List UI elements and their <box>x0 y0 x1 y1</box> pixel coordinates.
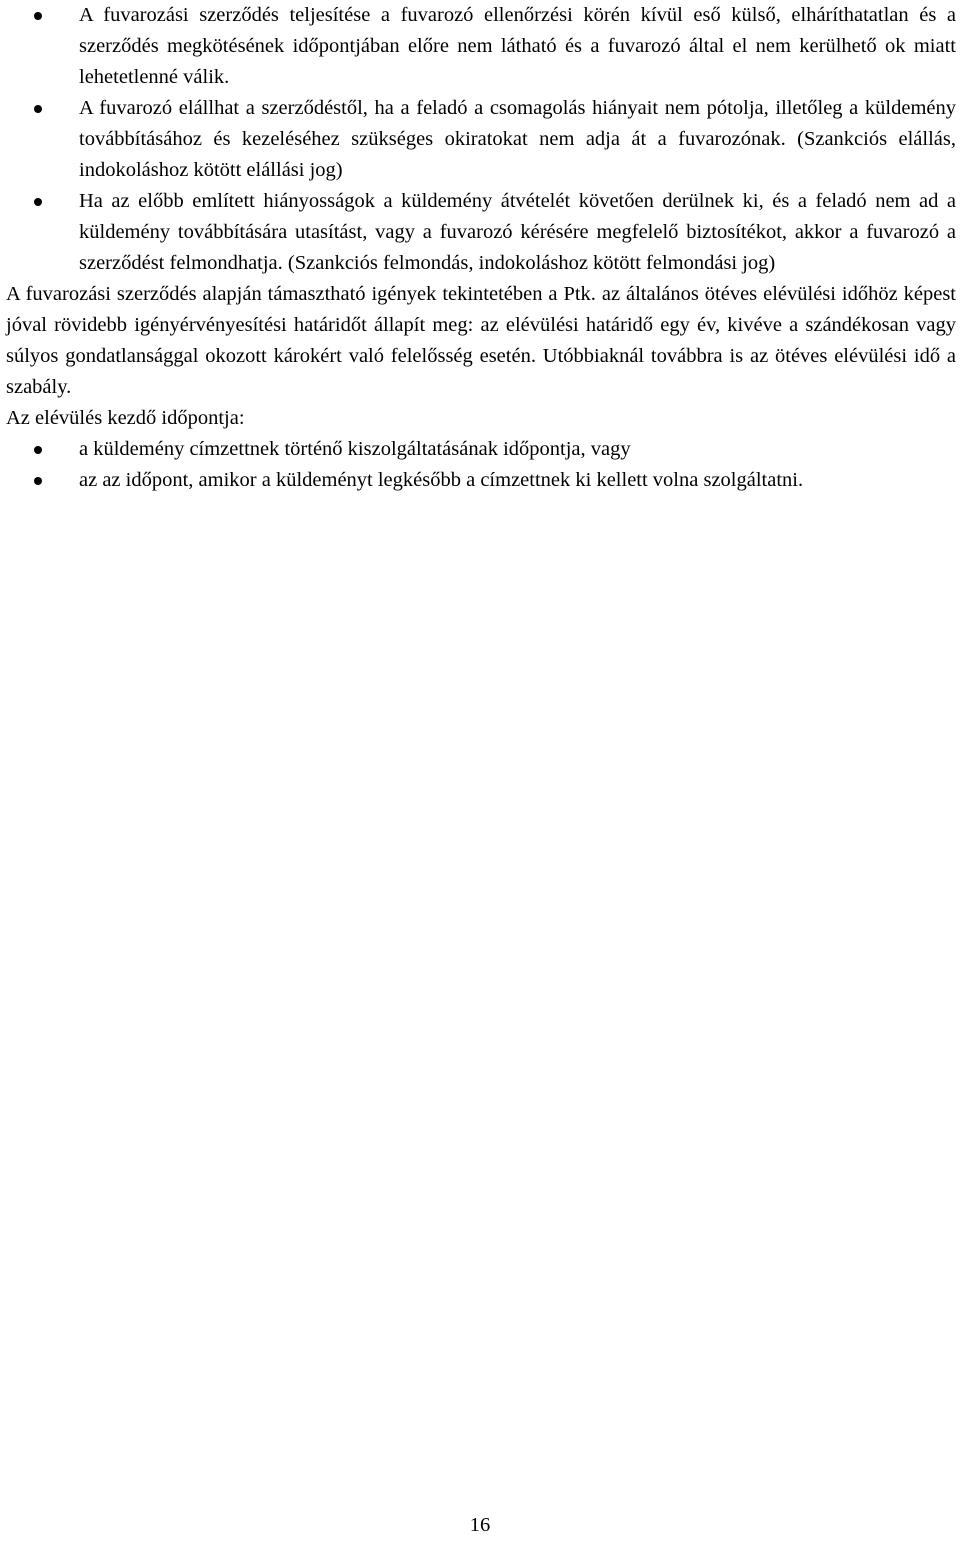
page-number: 16 <box>469 1514 491 1536</box>
document-body <box>6 0 956 496</box>
list-item-text: A fuvarozási szerződés teljesítése a fuvarozó ellenőrzési körén kívül eső külső, elháríthatatlan és a szerződés megkötésének időpontjában előre nem látható és a fuvarozó által el nem kerülhető ok miatt lehetetlenné válik. <box>79 4 956 88</box>
paragraph-limitation-period: A fuvarozási szerződés alapján támasztható igények tekintetében a Ptk. az általános ötéves elévülési időhöz képest jóval rövidebb igényérvényesítési határidőt állapít meg: az elévülési határidő egy év, kivéve a szándékosan vagy súlyos gondatlansággal okozott károkért való felelősség esetén. Utóbbiaknál továbbra is az ötéves elévülési idő a szabály. <box>6 283 956 398</box>
list-item-text: A fuvarozó elállhat a szerződéstől, ha a feladó a csomagolás hiányait nem pótolja, illetőleg a küldemény továbbításához és kezeléséhez szükséges okiratokat nem adja át a fuvarozónak. (Szankciós elállás, indokoláshoz kötött elállási jog) <box>79 97 956 181</box>
list-item <box>6 465 956 496</box>
bullet-icon <box>34 446 42 454</box>
list-item-text: a küldemény címzettnek történő kiszolgáltatásának időpontja, vagy <box>79 438 631 460</box>
list-item <box>6 93 956 186</box>
bullet-icon <box>34 12 42 20</box>
bullet-list-conditions <box>6 0 956 279</box>
list-item <box>6 0 956 93</box>
list-item <box>6 434 956 465</box>
list-item-text: Ha az előbb említett hiányosságok a küldemény átvételét követően derülnek ki, és a feladó nem ad a küldemény továbbítására utasítást, vagy a fuvarozó kérésére megfelelő biztosítékot, akkor a fuvarozó a szerződést felmondhatja. (Szankciós felmondás, indokoláshoz kötött felmondási jog) <box>79 190 956 274</box>
bullet-icon <box>34 477 42 485</box>
list-item-text: az az időpont, amikor a küldeményt legkésőbb a címzettnek ki kellett volna szolgáltatni. <box>79 469 804 491</box>
bullet-icon <box>34 198 42 206</box>
bullet-list-start-dates <box>6 434 956 496</box>
list-item <box>6 186 956 279</box>
bullet-icon <box>34 105 42 113</box>
paragraph-limitation-start: Az elévülés kezdő időpontja: <box>6 407 245 429</box>
